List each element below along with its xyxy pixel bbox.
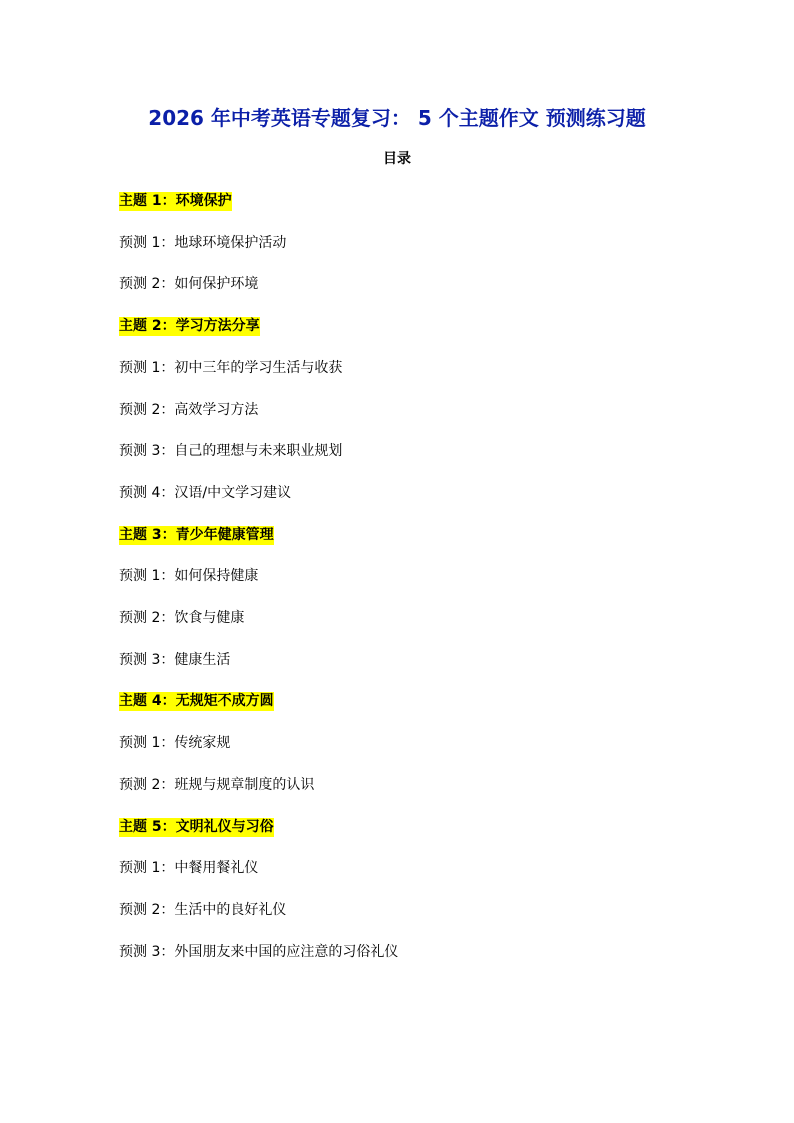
- toc-heading: 目录: [383, 151, 411, 167]
- toc-topic-label: 主题 2：学习方法分享: [119, 318, 260, 334]
- toc-prediction-item: 预测 1：初中三年的学习生活与收获: [119, 360, 343, 376]
- toc-topic-label: 主题 4：无规矩不成方圆: [119, 693, 274, 709]
- toc-prediction-item: 预测 2：饮食与健康: [119, 610, 245, 626]
- toc-prediction-item: 预测 1：地球环境保护活动: [119, 235, 287, 251]
- toc-topic-5: [119, 816, 274, 838]
- toc-topic-4: [119, 690, 274, 712]
- toc-prediction-item: 预测 2：生活中的良好礼仪: [119, 902, 287, 918]
- toc-prediction-item: 预测 4：汉语/中文学习建议: [119, 485, 292, 501]
- toc-topic-3: [119, 524, 274, 546]
- toc-prediction-item: 预测 2：班规与规章制度的认识: [119, 777, 315, 793]
- toc-prediction-item: 预测 3：健康生活: [119, 652, 231, 668]
- toc-prediction-item: 预测 1：如何保持健康: [119, 568, 259, 584]
- toc-topic-2: [119, 315, 260, 337]
- toc-topic-1: [119, 190, 232, 212]
- toc-topic-label: 主题 1：环境保护: [119, 193, 232, 209]
- toc-prediction-item: 预测 2：如何保护环境: [119, 276, 259, 292]
- toc-prediction-item: 预测 2：高效学习方法: [119, 402, 259, 418]
- toc-prediction-item: 预测 1：中餐用餐礼仪: [119, 860, 259, 876]
- toc-prediction-item: 预测 3：外国朋友来中国的应注意的习俗礼仪: [119, 944, 399, 960]
- toc-prediction-item: 预测 3：自己的理想与未来职业规划: [119, 443, 343, 459]
- toc-topic-label: 主题 3：青少年健康管理: [119, 527, 274, 543]
- toc-topic-label: 主题 5：文明礼仪与习俗: [119, 819, 274, 835]
- document-title: 2026 年中考英语专题复习： 5 个主题作文 预测练习题: [148, 106, 646, 130]
- toc-prediction-item: 预测 1：传统家规: [119, 735, 231, 751]
